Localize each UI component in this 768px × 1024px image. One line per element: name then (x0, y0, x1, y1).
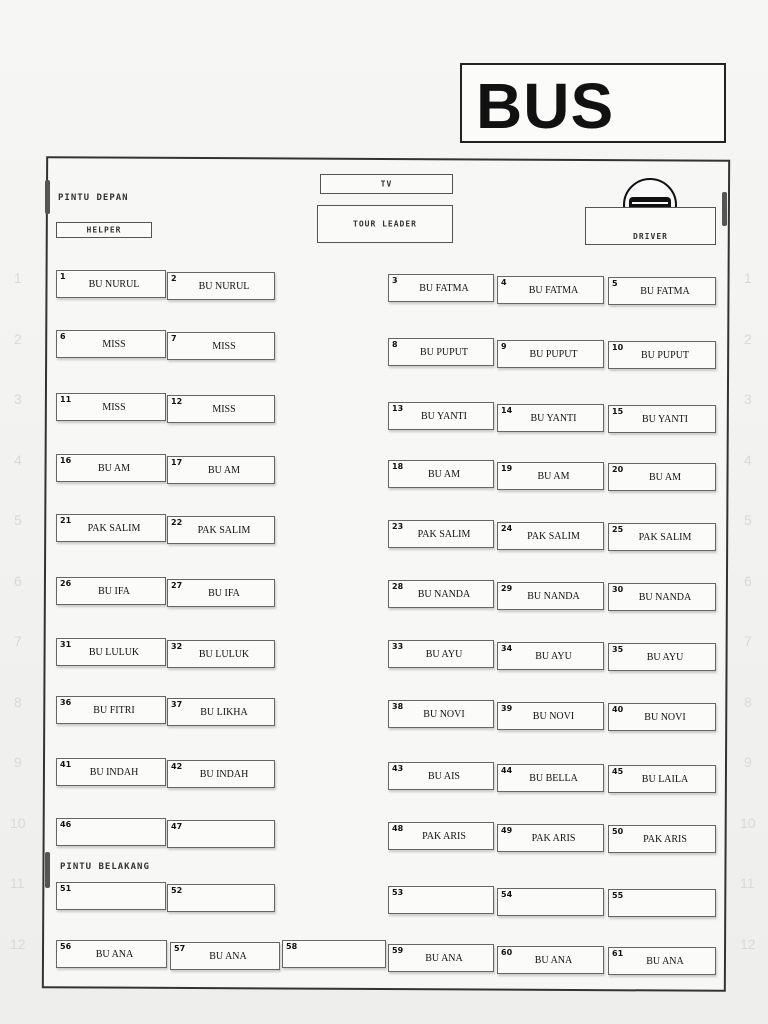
row-number-left: 3 (14, 391, 22, 407)
seat (167, 640, 275, 668)
row-number-left: 10 (10, 814, 26, 831)
seat-number: 13 (392, 404, 404, 413)
seat-passenger-name: BU NOVI (532, 710, 575, 722)
seat-passenger-name: MISS (212, 341, 236, 352)
seat-passenger-name: MISS (102, 339, 126, 350)
seat-number: 25 (612, 525, 624, 534)
seat (388, 886, 494, 914)
seat-number: 34 (501, 643, 513, 653)
front-door-marker (45, 180, 50, 214)
seat-number: 14 (501, 405, 513, 415)
seat (497, 702, 604, 730)
seat (56, 882, 166, 910)
row-number-left: 4 (14, 451, 22, 468)
seat-number: 38 (392, 702, 404, 711)
seat (388, 274, 494, 302)
row-number-left: 2 (14, 330, 22, 347)
seat-passenger-name: BU PUPUT (640, 350, 690, 361)
seat-passenger-name: PAK SALIM (638, 532, 692, 543)
row-number-left: 12 (10, 935, 26, 952)
seat-number: 28 (392, 582, 404, 591)
seat-number: 33 (392, 642, 404, 651)
seat-number: 40 (612, 705, 624, 714)
seat (56, 454, 166, 482)
helper-label: HELPER (86, 225, 122, 235)
seat-passenger-name: BU AYU (425, 649, 463, 660)
seat-number: 4 (501, 277, 507, 287)
tour-leader-label: TOUR LEADER (353, 219, 417, 229)
seat (608, 703, 716, 731)
seat-number: 23 (392, 522, 404, 531)
seat-number: 42 (171, 762, 183, 771)
seat (388, 338, 494, 366)
row-number-right: 9 (744, 754, 752, 770)
seat-passenger-name: BU IFA (98, 586, 130, 597)
seat-number: 60 (501, 947, 513, 957)
seat-passenger-name: BU INDAH (89, 767, 139, 778)
seat-number: 17 (171, 458, 183, 467)
seat-passenger-name: BU LULUK (88, 647, 140, 658)
tv-box (320, 174, 453, 194)
front-door-label: PINTU DEPAN (58, 193, 129, 203)
row-number-right: 4 (744, 451, 752, 468)
seat (167, 820, 275, 848)
seat (608, 341, 716, 369)
seat-number: 8 (392, 340, 398, 349)
seat-number: 24 (501, 523, 513, 533)
seat (388, 944, 494, 972)
seat (608, 463, 716, 491)
seat (497, 824, 604, 852)
seat (608, 277, 716, 305)
helper-box (56, 222, 152, 238)
seat (388, 822, 494, 850)
row-number-right: 2 (744, 330, 752, 347)
seat-number: 18 (392, 462, 404, 471)
row-number-right: 5 (744, 512, 752, 528)
tv-label: TV (380, 179, 393, 189)
seat-number: 48 (392, 824, 404, 833)
seat-number: 37 (171, 700, 183, 709)
driver-door-marker (722, 192, 727, 226)
seat-number: 1 (60, 272, 66, 281)
row-number-right: 3 (744, 391, 752, 407)
seat-number: 57 (174, 944, 186, 953)
seat (497, 522, 604, 550)
seat-number: 55 (612, 891, 624, 900)
seat-number: 46 (60, 820, 72, 829)
driver-box (585, 207, 716, 245)
seat (56, 940, 167, 968)
row-number-left: 9 (14, 754, 22, 770)
seat-number: 51 (60, 884, 72, 893)
seat-passenger-name: BU AM (537, 470, 570, 482)
seat (388, 640, 494, 668)
seat-number: 47 (171, 822, 183, 831)
row-number-right: 10 (740, 814, 756, 831)
seat (608, 947, 716, 975)
seat-number: 30 (612, 585, 624, 594)
seat-passenger-name: BU AM (428, 469, 460, 480)
seat-number: 44 (501, 765, 513, 775)
seat-number: 26 (60, 579, 72, 588)
seat-number: 50 (612, 827, 624, 836)
seat (56, 818, 166, 846)
seat-passenger-name: BU FATMA (528, 284, 579, 296)
seat (167, 395, 275, 423)
seat (56, 393, 166, 421)
seat-passenger-name: PAK ARIS (531, 832, 576, 844)
row-number-right: 6 (744, 572, 752, 589)
seat-number: 7 (171, 334, 177, 343)
seat (497, 276, 604, 304)
seat-number: 45 (612, 767, 624, 776)
row-number-right: 11 (740, 875, 755, 891)
row-number-right: 12 (740, 935, 756, 952)
title-box (460, 63, 726, 143)
seat-passenger-name: BU PUPUT (419, 347, 469, 358)
seat (608, 405, 716, 433)
seat-number: 29 (501, 583, 513, 593)
seat-number: 20 (612, 465, 624, 474)
seat-passenger-name: BU AYU (646, 652, 684, 663)
driver-label: DRIVER (633, 232, 668, 241)
seat (497, 764, 604, 792)
seat-passenger-name: BU AM (98, 463, 130, 474)
seat-passenger-name: BU ANA (534, 954, 573, 966)
seat-passenger-name: BU AIS (428, 771, 460, 782)
seat-passenger-name: MISS (212, 404, 236, 415)
seat-passenger-name: BU ANA (425, 953, 463, 964)
seat-passenger-name: BU AYU (535, 650, 572, 662)
seat-number: 3 (392, 276, 398, 285)
seat-passenger-name: BU PUPUT (529, 348, 578, 360)
seat (497, 340, 604, 368)
seat (608, 643, 716, 671)
seat-number: 19 (501, 463, 513, 473)
seat (167, 516, 275, 544)
seat-passenger-name: BU YANTI (641, 414, 688, 425)
seat-number: 6 (60, 332, 66, 341)
tour-leader-box (317, 205, 453, 243)
seat-passenger-name: BU NANDA (417, 589, 471, 600)
seat-passenger-name: BU BELLA (529, 772, 578, 784)
seat-passenger-name: PAK ARIS (643, 834, 687, 845)
seat-passenger-name: BU NURUL (88, 279, 140, 290)
seat-passenger-name: BU NANDA (527, 590, 580, 602)
seat (167, 332, 275, 360)
seat (167, 456, 275, 484)
seat-passenger-name: BU FATMA (419, 283, 469, 294)
seat-passenger-name: BU NOVI (423, 709, 465, 720)
seat (497, 462, 604, 490)
seat (170, 942, 280, 970)
seat (608, 889, 716, 917)
seat-passenger-name: BU INDAH (199, 769, 249, 780)
seat-number: 11 (60, 395, 72, 404)
seat (608, 825, 716, 853)
seat-number: 31 (60, 640, 72, 649)
seat (497, 582, 604, 610)
seat (608, 765, 716, 793)
seat-passenger-name: MISS (102, 402, 126, 413)
seat-passenger-name: BU FITRI (93, 705, 135, 716)
seat-number: 2 (171, 274, 177, 283)
seat (608, 583, 716, 611)
seat-number: 61 (612, 949, 624, 958)
seat-number: 27 (171, 581, 183, 590)
seat-number: 54 (501, 889, 513, 899)
seat (388, 762, 494, 790)
seat (388, 520, 494, 548)
seat-number: 5 (612, 279, 618, 288)
seat-number: 56 (60, 942, 72, 951)
seat-passenger-name: PAK SALIM (197, 525, 251, 536)
row-number-left: 8 (14, 693, 22, 710)
seat-passenger-name: BU ANA (95, 949, 134, 960)
page-title: BUS (476, 70, 615, 142)
seat-number: 43 (392, 764, 404, 773)
seat (497, 642, 604, 670)
seat-passenger-name: PAK SALIM (417, 529, 471, 540)
seat (56, 638, 166, 666)
seat-passenger-name: BU ANA (646, 956, 684, 967)
row-number-right: 1 (744, 270, 752, 286)
seat-passenger-name: BU AM (208, 465, 240, 476)
seat-number: 15 (612, 407, 624, 416)
seat-number: 9 (501, 341, 507, 351)
seat (167, 272, 275, 300)
rear-door-marker (45, 852, 50, 888)
seat (167, 698, 275, 726)
seat-number: 59 (392, 946, 404, 955)
row-number-left: 6 (14, 572, 22, 589)
seat (167, 884, 275, 912)
seat-number: 16 (60, 456, 72, 465)
row-number-left: 11 (10, 875, 25, 891)
seat (388, 402, 494, 430)
rear-door-label: PINTU BELAKANG (60, 862, 150, 872)
seat (56, 696, 166, 724)
seat (56, 514, 166, 542)
seat-passenger-name: BU YANTI (530, 412, 577, 424)
row-number-right: 7 (744, 633, 752, 649)
row-number-left: 7 (14, 633, 22, 649)
seat-passenger-name: BU FATMA (640, 286, 690, 297)
seat (497, 888, 604, 916)
seat-passenger-name: BU YANTI (420, 411, 467, 422)
seat-passenger-name: BU NURUL (198, 281, 250, 292)
seat (56, 577, 166, 605)
seat-passenger-name: PAK SALIM (87, 523, 141, 534)
seat-number: 35 (612, 645, 624, 654)
seat-number: 52 (171, 886, 183, 895)
seat-number: 41 (60, 760, 72, 769)
seat (608, 523, 716, 551)
seat (282, 940, 386, 968)
seat-passenger-name: BU AM (649, 472, 681, 483)
seat-passenger-name: BU LULUK (198, 649, 250, 660)
seat-passenger-name: BU NANDA (638, 592, 692, 603)
seat-number: 49 (501, 825, 513, 835)
seat (56, 270, 166, 298)
seat (388, 460, 494, 488)
seat-passenger-name: BU IFA (208, 588, 240, 599)
seat (388, 700, 494, 728)
seat (388, 580, 494, 608)
seat (167, 760, 275, 788)
seat-number: 22 (171, 518, 183, 527)
seat-passenger-name: BU NOVI (644, 712, 686, 723)
seat-number: 39 (501, 703, 513, 713)
seat-passenger-name: BU LIKHA (200, 707, 248, 718)
seat-passenger-name: BU LAILA (641, 774, 689, 785)
seat-number: 53 (392, 888, 404, 897)
seat-number: 12 (171, 397, 183, 406)
seat (56, 758, 166, 786)
seat (167, 579, 275, 607)
row-number-left: 5 (14, 512, 22, 528)
seat-number: 32 (171, 642, 183, 651)
seat (497, 946, 604, 974)
seat (497, 404, 604, 432)
seat-number: 58 (286, 942, 298, 951)
seat-passenger-name: PAK ARIS (422, 831, 466, 842)
row-number-left: 1 (14, 270, 22, 286)
seat-number: 10 (612, 343, 624, 352)
seat-number: 21 (60, 516, 72, 525)
seat-number: 36 (60, 698, 72, 707)
seat-passenger-name: PAK SALIM (527, 530, 580, 542)
seat (56, 330, 166, 358)
row-number-right: 8 (744, 693, 752, 710)
seat-passenger-name: BU ANA (209, 951, 247, 962)
